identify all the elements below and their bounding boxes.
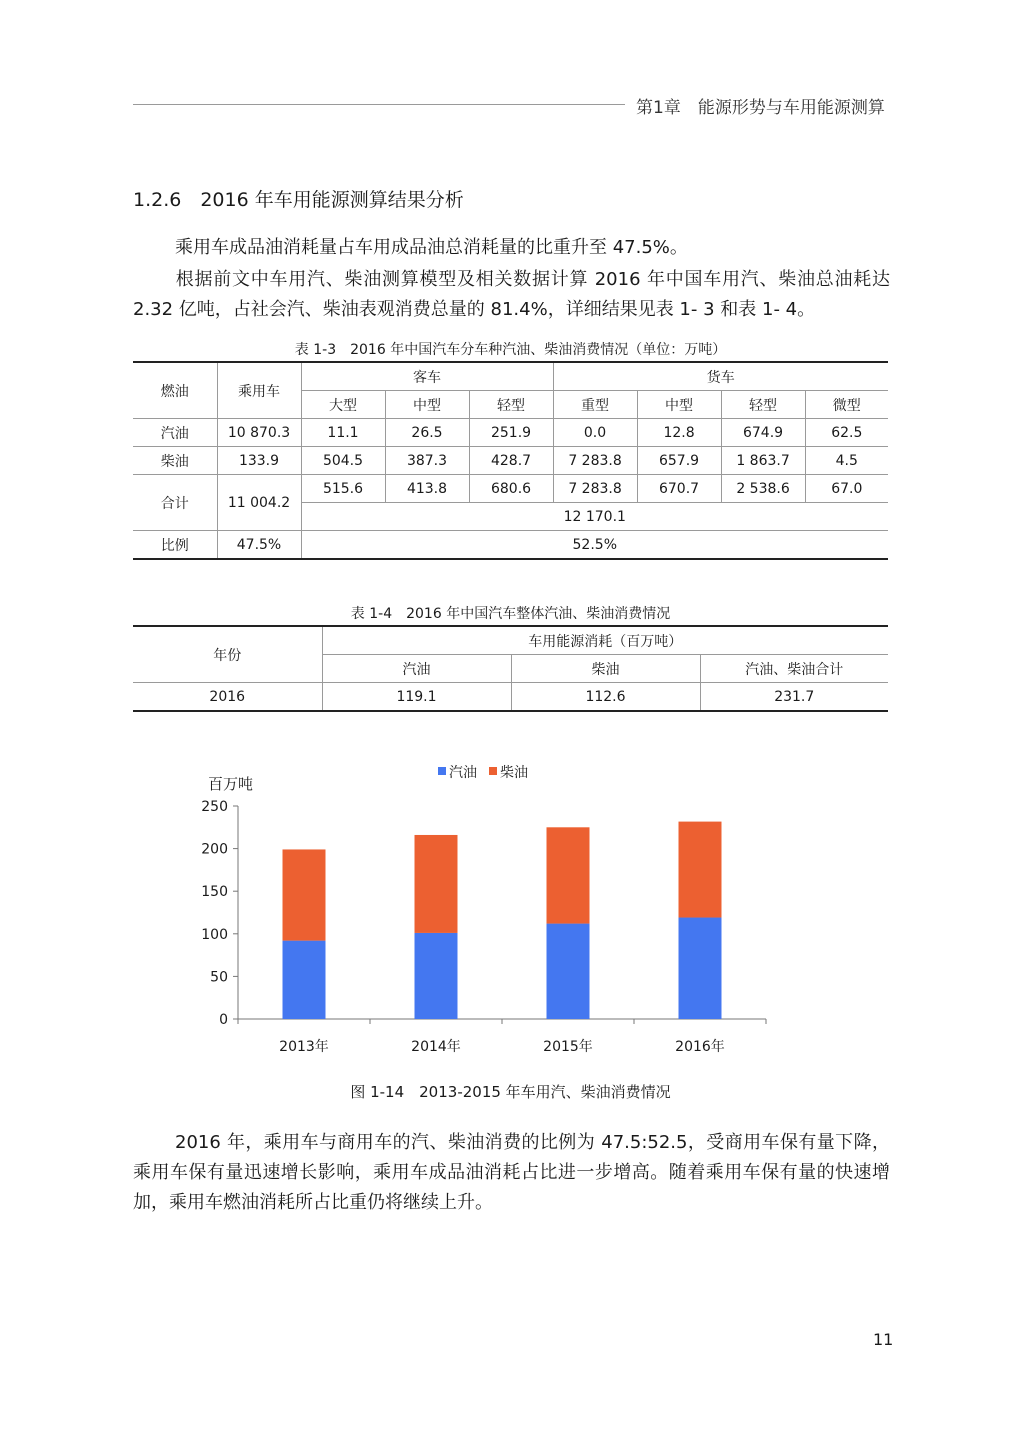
header-rule — [133, 104, 625, 105]
paragraph-1 — [133, 233, 890, 263]
subheader-cell: 柴油 — [511, 655, 700, 683]
table-cell: 7 283.8 — [553, 475, 637, 503]
table-1-4-caption: 表 1-4 2016 年中国汽车整体汽油、柴油消费情况 — [350, 606, 671, 622]
bar-柴油 — [679, 822, 722, 918]
bar-汽油 — [283, 941, 326, 1019]
bar-汽油 — [679, 918, 722, 1019]
paragraph-3-text: 2016 年，乘用车与商用车的汽、柴油消费的比例为 47.5:52.5，受商用车保有量下降，乘用车保有量迅速增长影响，乘用车成品油消耗占比进一步增高。随着乘用车保有量的快速增加，乘用车燃油消耗所占比重仍将继续上升。 — [133, 1132, 890, 1213]
table-cell: 657.9 — [637, 447, 721, 475]
table-cell: 119.1 — [322, 683, 511, 712]
table-cell: 47.5% — [217, 531, 301, 560]
table-row — [133, 626, 888, 655]
table-cell: 11 004.2 — [217, 475, 301, 531]
table-row — [133, 447, 888, 475]
subheader-cell: 微型 — [805, 391, 888, 419]
row-label: 柴油 — [133, 447, 217, 475]
row-label: 比例 — [133, 531, 217, 560]
table-cell: 0.0 — [553, 419, 637, 447]
bar-汽油 — [547, 924, 590, 1019]
header-fuel: 燃油 — [133, 362, 217, 419]
row-label: 合计 — [133, 475, 217, 531]
table-cell: 133.9 — [217, 447, 301, 475]
subheader-cell: 轻型 — [721, 391, 805, 419]
paragraph-3 — [133, 1128, 890, 1218]
table-row — [133, 362, 888, 391]
header-truck: 货车 — [553, 362, 888, 391]
legend-label: 柴油 — [500, 765, 528, 781]
commercial-total-cell: 12 170.1 — [301, 503, 888, 531]
row-label: 汽油 — [133, 419, 217, 447]
section-title: 1.2.6 2016 年车用能源测算结果分析 — [133, 189, 464, 211]
subheader-cell: 汽油 — [322, 655, 511, 683]
table-cell: 670.7 — [637, 475, 721, 503]
header-passenger: 乘用车 — [217, 362, 301, 419]
table-cell: 680.6 — [469, 475, 553, 503]
y-tick-label: 100 — [201, 926, 228, 943]
page-number: 11 — [873, 1330, 894, 1349]
subheader-cell: 轻型 — [469, 391, 553, 419]
table-cell: 112.6 — [511, 683, 700, 712]
x-tick-label: 2016年 — [675, 1039, 725, 1055]
subheader-cell: 重型 — [553, 391, 637, 419]
y-tick-label: 250 — [201, 799, 228, 815]
legend-swatch — [438, 767, 446, 775]
header-bus: 客车 — [301, 362, 553, 391]
figure-caption: 图 1-14 2013-2015 年车用汽、柴油消费情况 — [350, 1083, 671, 1101]
table-row — [133, 475, 888, 503]
table-1-4 — [133, 625, 888, 712]
paragraph-2 — [133, 265, 890, 325]
x-tick-label: 2014年 — [411, 1039, 461, 1055]
table-cell: 515.6 — [301, 475, 385, 503]
table-1-3-caption: 表 1-3 2016 年中国汽车分车种汽油、柴油消费情况（单位：万吨） — [294, 342, 727, 358]
y-tick-label: 0 — [219, 1012, 228, 1028]
legend-label: 汽油 — [449, 765, 477, 781]
header-year: 年份 — [133, 626, 322, 683]
table-row — [133, 683, 888, 712]
bar-柴油 — [283, 849, 326, 940]
x-tick-label: 2015年 — [543, 1039, 593, 1055]
table-cell: 67.0 — [805, 475, 888, 503]
bar-柴油 — [547, 827, 590, 923]
table-cell: 11.1 — [301, 419, 385, 447]
table-cell: 251.9 — [469, 419, 553, 447]
table-cell: 12.8 — [637, 419, 721, 447]
y-tick-label: 50 — [210, 969, 228, 986]
subheader-cell: 大型 — [301, 391, 385, 419]
paragraph-1-text: 乘用车成品油消耗量占车用成品油总消耗量的比重升至 47.5%。 — [175, 237, 688, 258]
table-cell: 428.7 — [469, 447, 553, 475]
paragraph-2-text: 根据前文中车用汽、柴油测算模型及相关数据计算 2016 年中国车用汽、柴油总油耗达 2.32 亿吨，占社会汽、柴油表观消费总量的 81.4%，详细结果见表 1- 3 和表 1- 4。 — [133, 269, 890, 320]
table-1-3 — [133, 361, 888, 560]
subheader-cell: 中型 — [637, 391, 721, 419]
row-label: 2016 — [133, 683, 322, 712]
y-tick-label: 200 — [201, 841, 228, 858]
table-cell: 4.5 — [805, 447, 888, 475]
subheader-cell: 汽油、柴油合计 — [700, 655, 888, 683]
x-tick-label: 2013年 — [279, 1039, 329, 1055]
table-cell: 2 538.6 — [721, 475, 805, 503]
running-header: 第1章 能源形势与车用能源测算 — [636, 98, 885, 118]
y-tick-label: 150 — [201, 884, 228, 901]
table-cell: 7 283.8 — [553, 447, 637, 475]
table-row — [133, 419, 888, 447]
y-axis-label: 百万吨 — [208, 775, 254, 793]
table-cell: 413.8 — [385, 475, 469, 503]
bar-汽油 — [415, 933, 458, 1019]
table-cell: 504.5 — [301, 447, 385, 475]
table-cell: 1 863.7 — [721, 447, 805, 475]
table-cell: 387.3 — [385, 447, 469, 475]
table-cell: 26.5 — [385, 419, 469, 447]
table-cell: 10 870.3 — [217, 419, 301, 447]
table-cell: 62.5 — [805, 419, 888, 447]
table-row — [133, 531, 888, 560]
bar-柴油 — [415, 835, 458, 933]
table-cell: 231.7 — [700, 683, 888, 712]
legend-swatch — [489, 767, 497, 775]
subheader-cell: 中型 — [385, 391, 469, 419]
commercial-ratio-cell: 52.5% — [301, 531, 888, 560]
table-cell: 674.9 — [721, 419, 805, 447]
stacked-bar-chart — [190, 755, 790, 1065]
header-energy-group: 车用能源消耗（百万吨） — [322, 626, 888, 655]
